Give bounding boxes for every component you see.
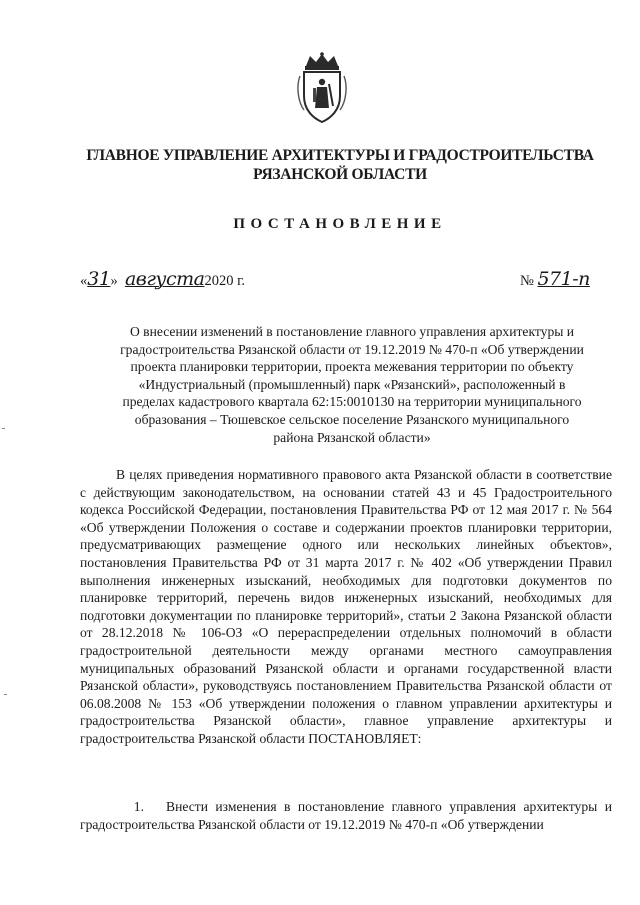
preamble-paragraph: В целях приведения нормативного правового акта Рязанской области в соответствие с действующим законодательством, на основании статей 43 и 45 Градостроительного кодекса Российской Федерации, постановления Правительства РФ от 12 мая 2017 г. № 564 «Об утверждении Положения о составе и содержании проектов планировки территории, предусматривающих размещение одного или нескольких линейных объектов», постановления Правительства РФ от 31 марта 2017 г. № 402 «Об утверждении Правил выполнения инженерных изысканий, необходимых для подготовки документов по планировке территорий, перечень видов инженерных изысканий, необходимых для подготовки документации по планировке территорий», статьи 2 Закона Рязанской области от 28.12.2018 № 106-ОЗ «О перераспределении отдельных полномочий в области градостроительной деятельности между органами местного самоуправления муниципальных образований Рязанской области и органами государственной власти Рязанской области», руководствуясь постановлением Правительства Рязанской области от 06.08.2008 № 153 «Об утверждении положения о главном управлении архитектуры и градостроительства Рязанской области», главное управление архитектуры и градостроительства Рязанской области ПОСТАНОВЛЯЕТ:	[80, 467, 612, 746]
date-month: августа	[124, 268, 205, 290]
resolution-item	[80, 798, 612, 833]
organization-line-2: РЯЗАНСКОЙ ОБЛАСТИ	[253, 166, 427, 183]
date-day: 31	[87, 268, 111, 290]
subject-line: района Рязанской области»	[273, 429, 431, 445]
date-year: 2020 г.	[204, 273, 245, 289]
subject-line: градостроительства Рязанской области от 19.12.2019 № 470-п «Об утверждении	[120, 341, 584, 357]
scan-speck	[2, 428, 5, 429]
item-text: Внести изменения в постановление главного управления архитектуры и градостроительства Рязанской области от 19.12.2019 № 470-п «Об утверждении	[80, 799, 612, 832]
scan-speck	[4, 694, 7, 695]
date-open-quote: «	[80, 273, 88, 289]
organization-line-1: ГЛАВНОЕ УПРАВЛЕНИЕ АРХИТЕКТУРЫ И ГРАДОСТРОИТЕЛЬСТВА	[86, 147, 594, 164]
subject-line: пределах кадастрового квартала 62:15:0010130 на территории муниципального	[122, 394, 582, 410]
decree-number	[520, 268, 590, 290]
coat-of-arms-icon	[296, 52, 348, 124]
number-prefix: №	[520, 273, 534, 289]
subject-line: образования – Тюшевское сельское поселение Рязанского муниципального	[134, 411, 570, 427]
organization-name	[60, 146, 620, 184]
decree-date	[80, 268, 245, 290]
decree-subject	[84, 323, 620, 446]
date-close-quote: »	[110, 273, 118, 289]
subject-line: «Индустриальный (промышленный) парк «Рязанский», расположенный в	[138, 376, 566, 392]
subject-line: проекта планировки территории, проекта межевания территории по объекту	[130, 359, 574, 375]
number-value: 571-п	[537, 268, 590, 290]
document-type-title: ПОСТАНОВЛЕНИЕ	[233, 216, 447, 232]
subject-line: О внесении изменений в постановление главного управления архитектуры и	[129, 324, 575, 339]
item-number: 1.	[133, 799, 144, 814]
